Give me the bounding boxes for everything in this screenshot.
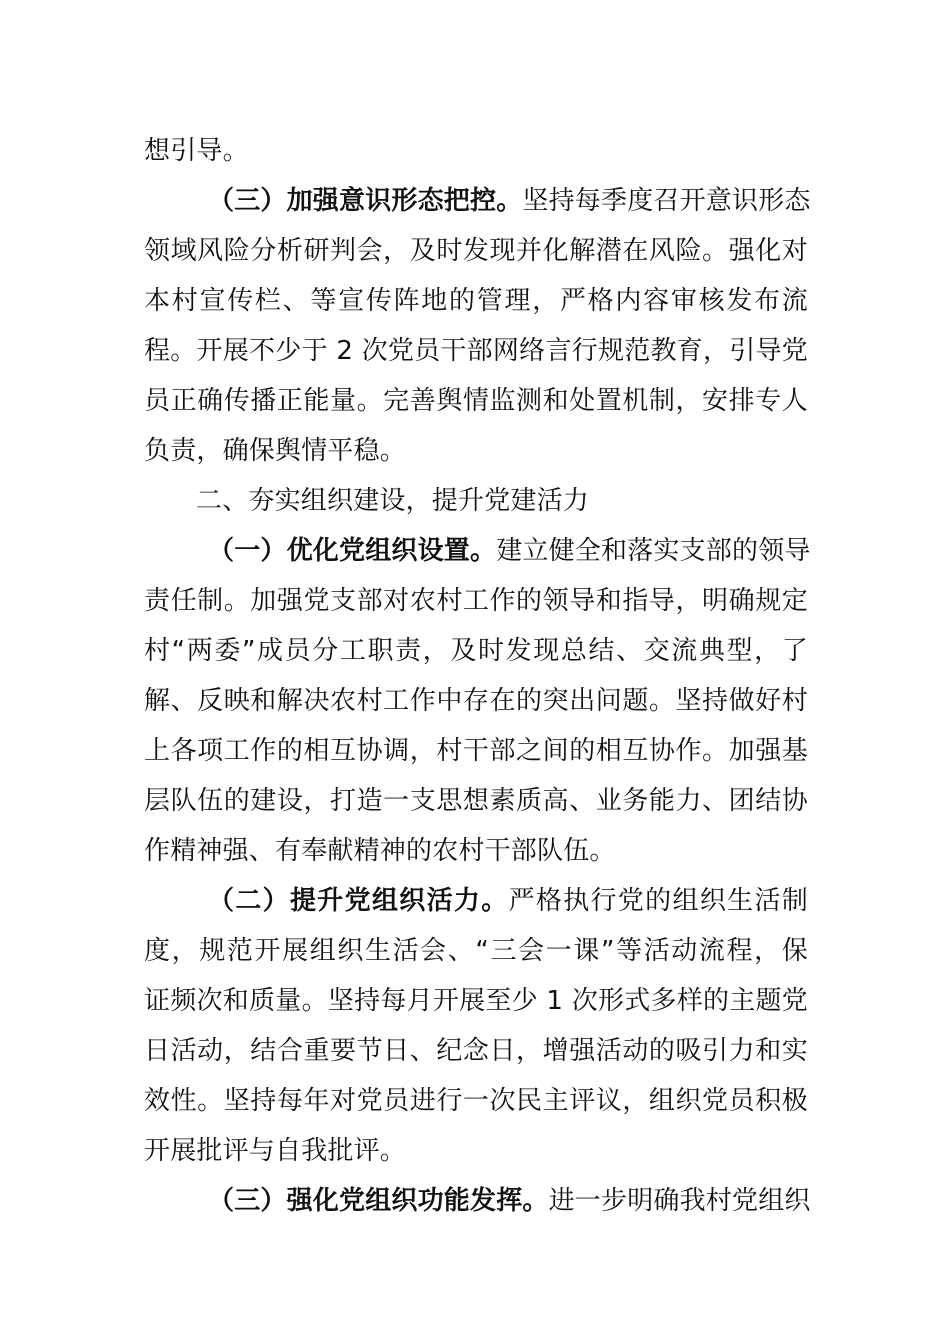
- paragraph-optimize-organization: [144, 526, 811, 876]
- text-line: [144, 876, 808, 926]
- text-span: 严格执行党的组织生活制: [508, 886, 808, 916]
- paragraph-continuation: [144, 126, 808, 176]
- heading-text: 二、夯实组织建设，提升党建活力: [196, 486, 590, 516]
- text-line: [144, 1176, 811, 1226]
- text-line: 员正确传播正能量。完善舆情监测和处置机制，安排专人: [144, 386, 808, 416]
- text-span: 坚持每季度召开意识形态: [522, 186, 811, 216]
- text-line: 日活动，结合重要节日、纪念日，增强活动的吸引力和实: [144, 1036, 808, 1066]
- paragraph-organization-function: [144, 1176, 811, 1226]
- text-line: [144, 526, 811, 576]
- text-line: 本村宣传栏、等宣传阵地的管理，严格内容审核发布流: [144, 286, 808, 316]
- text-line: 效性。坚持每年对党员进行一次民主评议，组织党员积极: [144, 1086, 808, 1116]
- text-line: 层队伍的建设，打造一支思想素质高、业务能力、团结协: [144, 786, 808, 816]
- paragraph-organization-vitality: [144, 876, 808, 1176]
- text-line: [144, 176, 811, 226]
- text-line: 程。开展不少于 2 次党员干部网络言行规范教育，引导党: [144, 336, 808, 366]
- section-heading: [144, 476, 808, 526]
- paragraph-lead: （三）强化党组织功能发挥。: [208, 1186, 549, 1216]
- text-line: 开展批评与自我批评。: [144, 1136, 407, 1166]
- text-line: 度，规范开展组织生活会、“三会一课”等活动流程，保: [144, 936, 808, 966]
- text-span: 进一步明确我村党组织: [548, 1186, 811, 1216]
- text-line: 解、反映和解决农村工作中存在的突出问题。坚持做好村: [144, 686, 808, 716]
- text-line: 责任制。加强党支部对农村工作的领导和指导，明确规定: [144, 586, 808, 616]
- document-body: [144, 126, 811, 1226]
- text-span: 建立健全和落实支部的领导: [496, 536, 811, 566]
- text-line: 上各项工作的相互协调，村干部之间的相互协作。加强基: [144, 736, 808, 766]
- text-line: 负责，确保舆情平稳。: [144, 436, 407, 466]
- text-line: 领域风险分析研判会，及时发现并化解潜在风险。强化对: [144, 236, 808, 266]
- text-line: 想引导。: [144, 136, 249, 166]
- text-line: 村“两委”成员分工职责，及时发现总结、交流典型，了: [144, 636, 808, 666]
- text-line: 证频次和质量。坚持每月开展至少 1 次形式多样的主题党: [144, 986, 808, 1016]
- paragraph-ideology-control: [144, 176, 811, 476]
- paragraph-lead: （三）加强意识形态把控。: [208, 186, 523, 216]
- text-line: 作精神强、有奉献精神的农村干部队伍。: [144, 836, 616, 866]
- paragraph-lead: （一）优化党组织设置。: [208, 536, 497, 566]
- paragraph-lead: （二）提升党组织活力。: [208, 886, 509, 916]
